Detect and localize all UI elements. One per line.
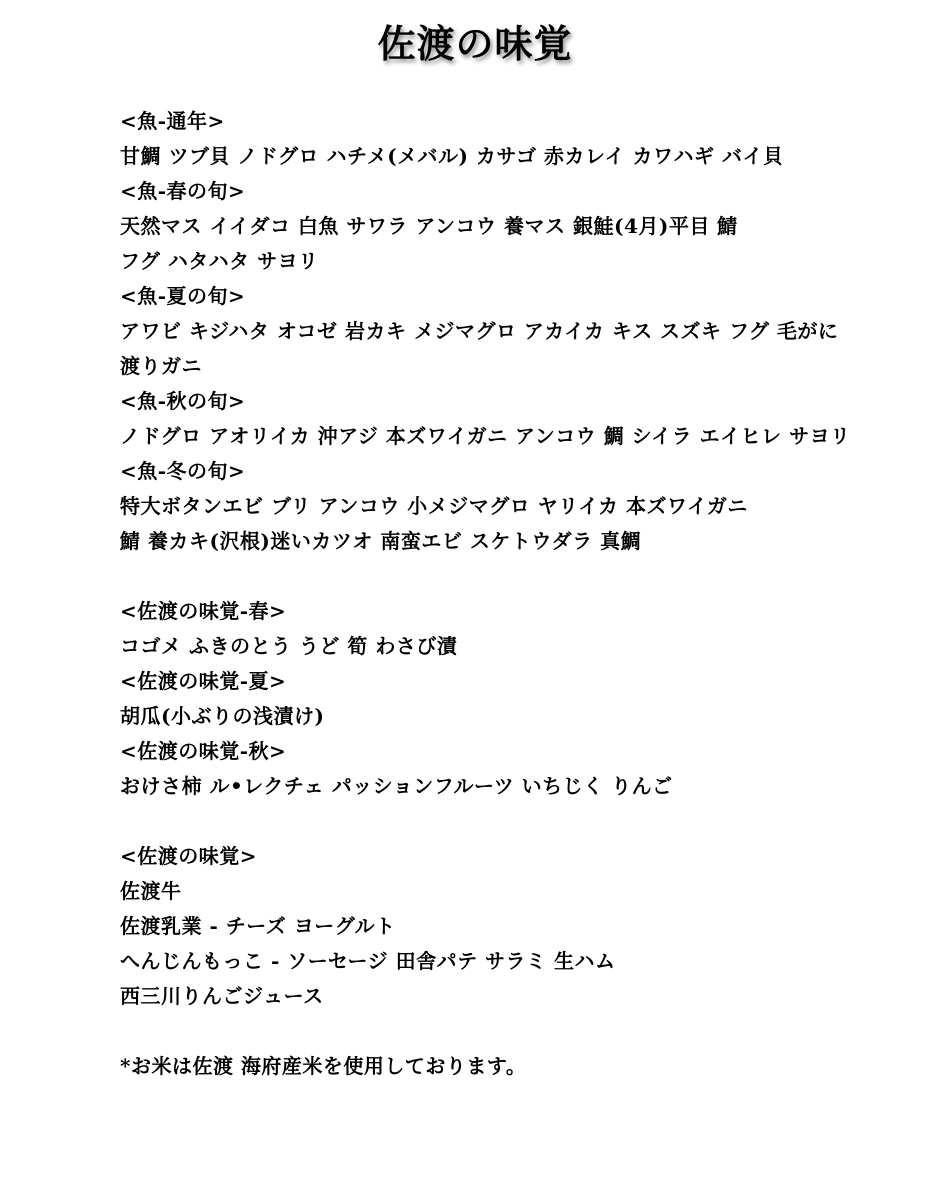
list-item: アワビ キジハタ オコゼ 岩カキ メジマグロ アカイカ キス スズキ フグ 毛がに — [120, 319, 839, 343]
list-item: 天然マス イイダコ 白魚 サワラ アンコウ 養マス 銀鮭(4月)平目 鯖 — [120, 214, 738, 238]
list-item: 特大ボタンエビ ブリ アンコウ 小メジマグロ ヤリイカ 本ズワイガニ — [120, 494, 748, 518]
spacer — [120, 1014, 880, 1049]
list-item: 佐渡牛 — [120, 879, 182, 903]
list-item: ノドグロ アオリイカ 沖アジ 本ズワイガニ アンコウ 鯛 シイラ エイヒレ サヨリ — [120, 424, 851, 448]
list-item: おけさ柿 ル•レクチェ パッションフルーツ いちじく りんご — [120, 774, 673, 798]
section-heading-fish-year-round: <魚-通年> — [120, 109, 225, 133]
section-heading-seasonal-autumn: <佐渡の味覚-秋> — [120, 739, 287, 763]
section-heading-general: <佐渡の味覚> — [120, 844, 258, 868]
list-item: 渡りガニ — [120, 354, 202, 378]
section-heading-fish-spring: <魚-春の旬> — [120, 179, 246, 203]
spacer — [120, 559, 880, 594]
section-heading-fish-summer: <魚-夏の旬> — [120, 284, 246, 308]
menu-content — [120, 104, 880, 1084]
section-heading-seasonal-spring: <佐渡の味覚-春> — [120, 599, 287, 623]
rice-note: *お米は佐渡 海府産米を使用しております。 — [120, 1054, 527, 1078]
list-item: 甘鯛 ツブ貝 ノドグロ ハチメ(メバル) カサゴ 赤カレイ カワハギ バイ貝 — [120, 144, 784, 168]
spacer — [120, 804, 880, 839]
page-title: 佐渡の味覚 — [377, 21, 573, 66]
section-heading-seasonal-summer: <佐渡の味覚-夏> — [120, 669, 287, 693]
list-item: 鯖 養カキ(沢根)迷いカツオ 南蛮エビ スケトウダラ 真鯛 — [120, 529, 642, 553]
list-item: コゴメ ふきのとう うど 筍 わさび漬 — [120, 634, 458, 658]
list-item: へんじんもっこ - ソーセージ 田舎パテ サラミ 生ハム — [120, 949, 616, 973]
list-item: 西三川りんごジュース — [120, 984, 324, 1008]
list-item: フグ ハタハタ サヨリ — [120, 249, 319, 273]
section-heading-fish-winter: <魚-冬の旬> — [120, 459, 246, 483]
section-heading-fish-autumn: <魚-秋の旬> — [120, 389, 246, 413]
list-item: 胡瓜(小ぶりの浅漬け) — [120, 704, 325, 728]
list-item: 佐渡乳業 - チーズ ヨーグルト — [120, 914, 396, 938]
